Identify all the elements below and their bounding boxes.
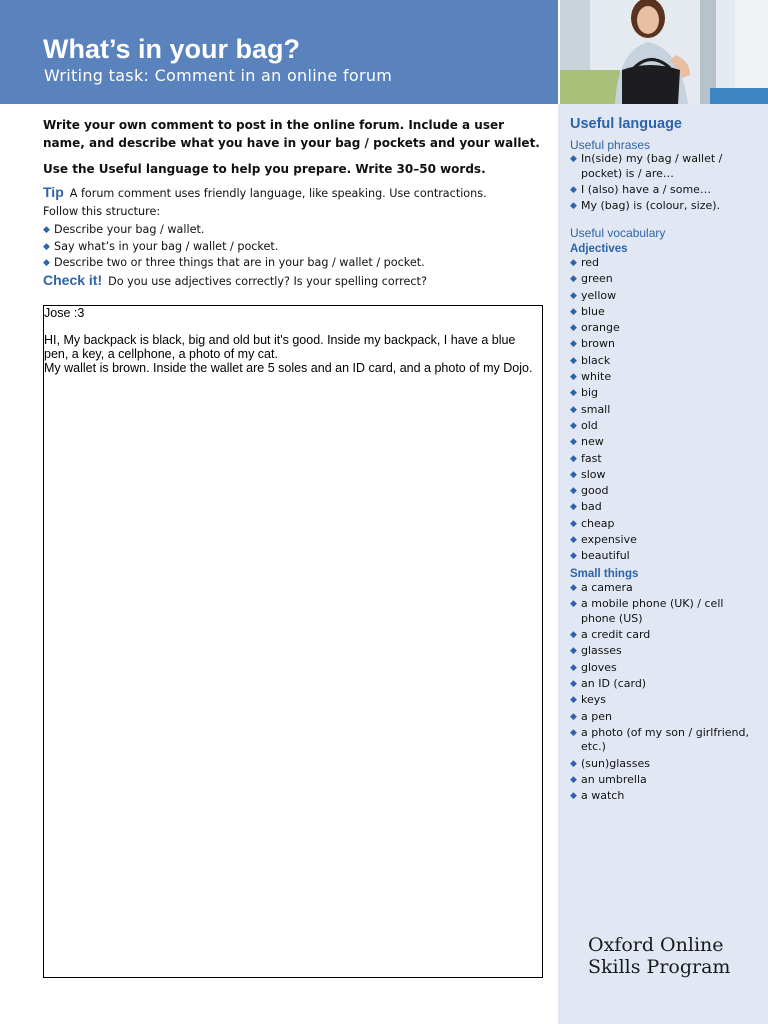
header-photo [560, 0, 768, 104]
diamond-bullet-icon: ◆ [570, 774, 577, 785]
diamond-bullet-icon: ◆ [570, 184, 577, 195]
diamond-bullet-icon: ◆ [570, 486, 577, 497]
diamond-bullet-icon: ◆ [570, 388, 577, 399]
diamond-bullet-icon: ◆ [570, 154, 577, 164]
diamond-bullet-icon: ◆ [570, 711, 577, 722]
diamond-bullet-icon: ◆ [570, 339, 577, 350]
check-label: Check it! [43, 271, 103, 288]
list-item: ◆ a photo (of my son / girlfriend, etc.) [570, 725, 749, 754]
list-item: ◆ an umbrella [570, 772, 647, 786]
list-item: ◆ old [570, 418, 598, 432]
list-item: ◆ brown [570, 337, 615, 351]
structure-list [43, 222, 543, 272]
tip-text: A forum comment uses friendly language, like speaking. Use contractions. [69, 187, 487, 200]
list-item: ◆ a credit card [570, 628, 651, 642]
useful-language-sidebar [558, 104, 768, 1024]
diamond-bullet-icon: ◆ [570, 290, 577, 301]
diamond-bullet-icon: ◆ [570, 551, 577, 562]
list-item: ◆ an ID (card) [570, 676, 647, 690]
phrases-list [570, 152, 760, 215]
list-item: ◆ expensive [570, 533, 637, 547]
list-item: ◆ blue [570, 304, 605, 318]
diamond-bullet-icon: ◆ [570, 646, 577, 657]
list-item: ◆ green [570, 272, 613, 286]
list-item: ◆ In(side) my (bag / wallet / pocket) is / are… [570, 152, 723, 180]
list-item: ◆ I (also) have a / some… [570, 182, 711, 196]
diamond-bullet-icon: ◆ [570, 535, 577, 546]
list-item: ◆ My (bag) is (colour, size). [570, 199, 721, 213]
diamond-bullet-icon: ◆ [43, 258, 50, 268]
diamond-bullet-icon: ◆ [570, 437, 577, 448]
diamond-bullet-icon: ◆ [570, 695, 577, 706]
diamond-bullet-icon: ◆ [570, 323, 577, 334]
list-item: ◆ Describe two or three things that are in your bag / wallet / pocket. [43, 255, 543, 272]
diamond-bullet-icon: ◆ [570, 420, 577, 431]
list-item: ◆ Describe your bag / wallet. [43, 222, 543, 239]
list-item: ◆ a mobile phone (UK) / cell phone (US) [570, 597, 724, 625]
instructions [43, 116, 543, 290]
diamond-bullet-icon: ◆ [570, 404, 577, 415]
diamond-bullet-icon: ◆ [570, 502, 577, 513]
diamond-bullet-icon: ◆ [43, 225, 50, 235]
check-line [43, 272, 543, 290]
answer-paragraph-1: HI, My backpack is black, big and old but it's good. Inside my backpack, I have a blue pen, a key, a cellphone, a photo of my cat. [44, 333, 519, 361]
list-item: ◆ Say what’s in your bag / wallet / pocket. [43, 239, 543, 256]
list-item: ◆ bad [570, 500, 602, 514]
answer-textbox[interactable] [43, 305, 543, 978]
list-item: ◆ orange [570, 321, 620, 335]
diamond-bullet-icon: ◆ [570, 469, 577, 480]
diamond-bullet-icon: ◆ [43, 241, 50, 252]
list-item: ◆ slow [570, 467, 606, 481]
list-item: ◆ beautiful [570, 549, 630, 563]
instruction-paragraph-1: Write your own comment to post in the online forum. Include a user name, and describe what you have in your bag / pockets and your wallet. [43, 118, 540, 150]
structure-intro: Follow this structure: [43, 205, 161, 218]
diamond-bullet-icon: ◆ [570, 727, 577, 738]
diamond-bullet-icon: ◆ [570, 274, 577, 285]
list-item: ◆ keys [570, 693, 606, 707]
check-text: Do you use adjectives correctly? Is your spelling correct? [108, 274, 427, 288]
diamond-bullet-icon: ◆ [570, 258, 577, 268]
list-item: ◆ black [570, 353, 611, 367]
list-item: ◆ glasses [570, 644, 622, 658]
list-item: ◆ good [570, 484, 609, 498]
diamond-bullet-icon: ◆ [570, 518, 577, 529]
diamond-bullet-icon: ◆ [570, 372, 577, 383]
list-item: ◆ small [570, 402, 611, 416]
page-title: What’s in your bag? [43, 34, 301, 64]
diamond-bullet-icon: ◆ [570, 630, 577, 641]
answer-paragraph-2: My wallet is brown. Inside the wallet are 5 soles and an ID card, and a photo of my Dojo. [44, 361, 533, 375]
list-item: ◆ yellow [570, 288, 617, 302]
diamond-bullet-icon: ◆ [570, 306, 577, 317]
small-things-list [570, 581, 760, 806]
list-item: ◆ cheap [570, 516, 615, 530]
oxford-logo: Oxford Online Skills Program [588, 934, 731, 978]
diamond-bullet-icon: ◆ [570, 599, 577, 610]
list-item: ◆ a pen [570, 709, 612, 723]
vocab-heading: Useful vocabulary [570, 226, 666, 240]
list-item: ◆ gloves [570, 660, 617, 674]
diamond-bullet-icon: ◆ [570, 583, 577, 593]
tip-label: Tip [43, 184, 64, 200]
diamond-bullet-icon: ◆ [570, 355, 577, 366]
list-item: ◆ a camera [570, 581, 633, 594]
diamond-bullet-icon: ◆ [570, 201, 577, 212]
answer-username: Jose :3 [44, 306, 85, 320]
list-item: ◆ fast [570, 451, 602, 465]
phrases-heading: Useful phrases [570, 138, 651, 152]
diamond-bullet-icon: ◆ [570, 678, 577, 689]
list-item: ◆ red [570, 256, 600, 269]
list-item: ◆ a watch [570, 789, 625, 803]
diamond-bullet-icon: ◆ [570, 791, 577, 802]
diamond-bullet-icon: ◆ [570, 758, 577, 769]
adjectives-heading: Adjectives [570, 243, 628, 255]
small-things-heading: Small things [570, 568, 639, 580]
list-item: ◆ (sun)glasses [570, 756, 650, 770]
tip-line [43, 184, 543, 202]
diamond-bullet-icon: ◆ [570, 662, 577, 673]
instruction-paragraph-2: Use the Useful language to help you prepare. Write 30–50 words. [43, 162, 486, 176]
diamond-bullet-icon: ◆ [570, 453, 577, 464]
list-item: ◆ new [570, 435, 604, 449]
list-item: ◆ white [570, 370, 612, 384]
page-subtitle: Writing task: Comment in an online forum [44, 66, 393, 85]
page-header [0, 0, 558, 104]
sidebar-title: Useful language [570, 116, 682, 132]
adjectives-list [570, 256, 760, 566]
list-item: ◆ big [570, 386, 599, 400]
